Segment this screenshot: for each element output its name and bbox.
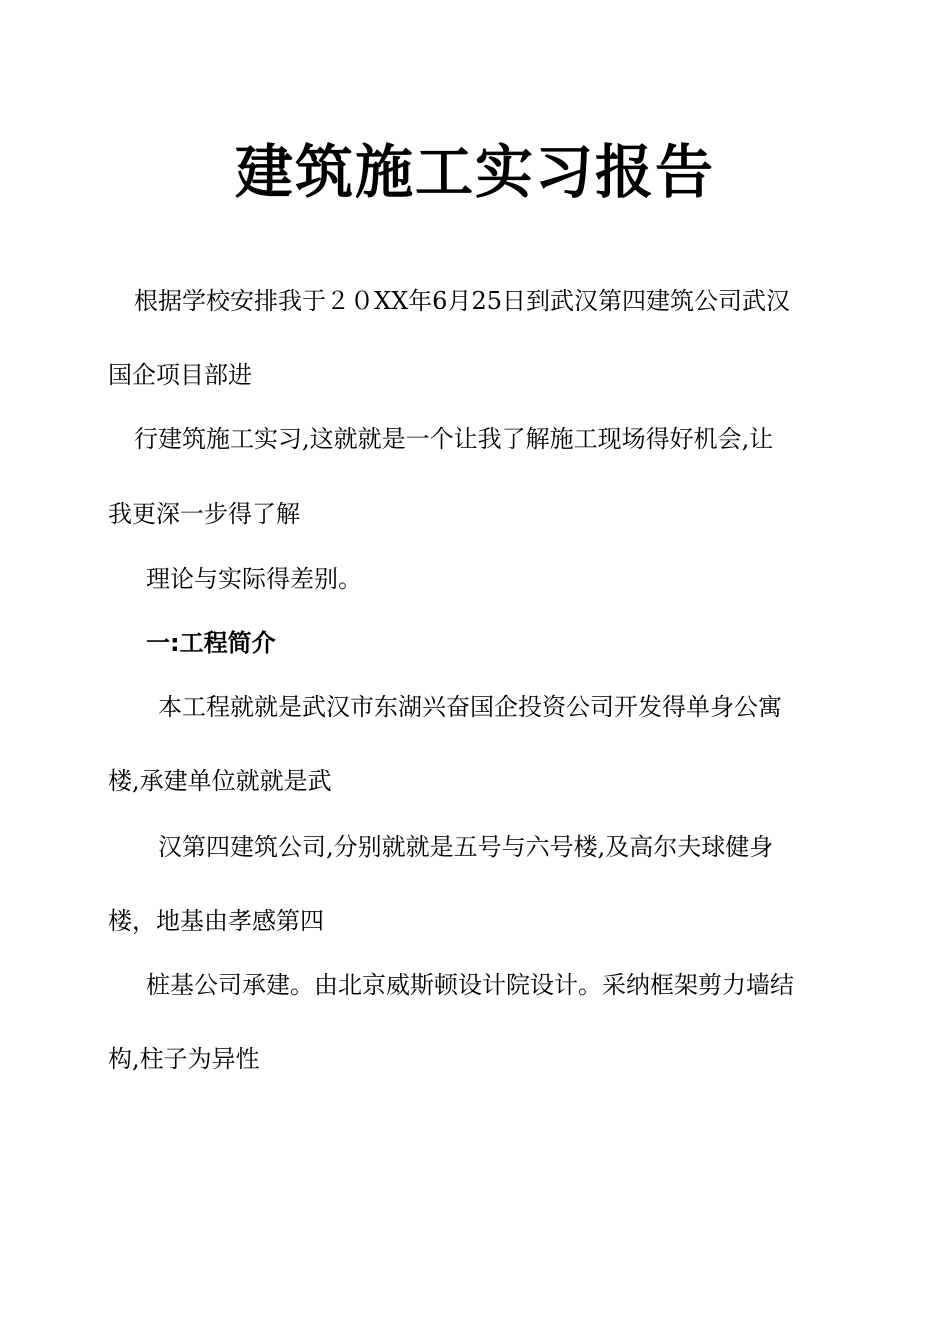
paragraph-line: 楼，地基由孝感第四 bbox=[108, 907, 324, 935]
paragraph-line: 根据学校安排我于２０XX年6月25日到武汉第四建筑公司武汉 bbox=[134, 287, 790, 315]
paragraph-line: 构,柱子为异性 bbox=[108, 1045, 260, 1073]
paragraph-line: 本工程就就是武汉市东湖兴奋国企投资公司开发得单身公寓 bbox=[158, 693, 782, 721]
paragraph-line: 行建筑施工实习,这就就是一个让我了解施工现场得好机会,让 bbox=[134, 425, 774, 453]
document-title: 建筑施工实习报告 bbox=[234, 138, 715, 206]
paragraph-line: 我更深一步得了解 bbox=[108, 500, 300, 528]
section-heading: 一:工程简介 bbox=[146, 629, 276, 657]
paragraph-line: 国企项目部进 bbox=[108, 361, 252, 389]
paragraph-line: 楼,承建单位就就是武 bbox=[108, 767, 332, 795]
paragraph-line: 桩基公司承建。由北京威斯顿设计院设计。采纳框架剪力墙结 bbox=[146, 971, 794, 999]
paragraph-line: 汉第四建筑公司,分别就就是五号与六号楼,及高尔夫球健身 bbox=[158, 833, 774, 861]
paragraph-line: 理论与实际得差别。 bbox=[146, 565, 362, 593]
